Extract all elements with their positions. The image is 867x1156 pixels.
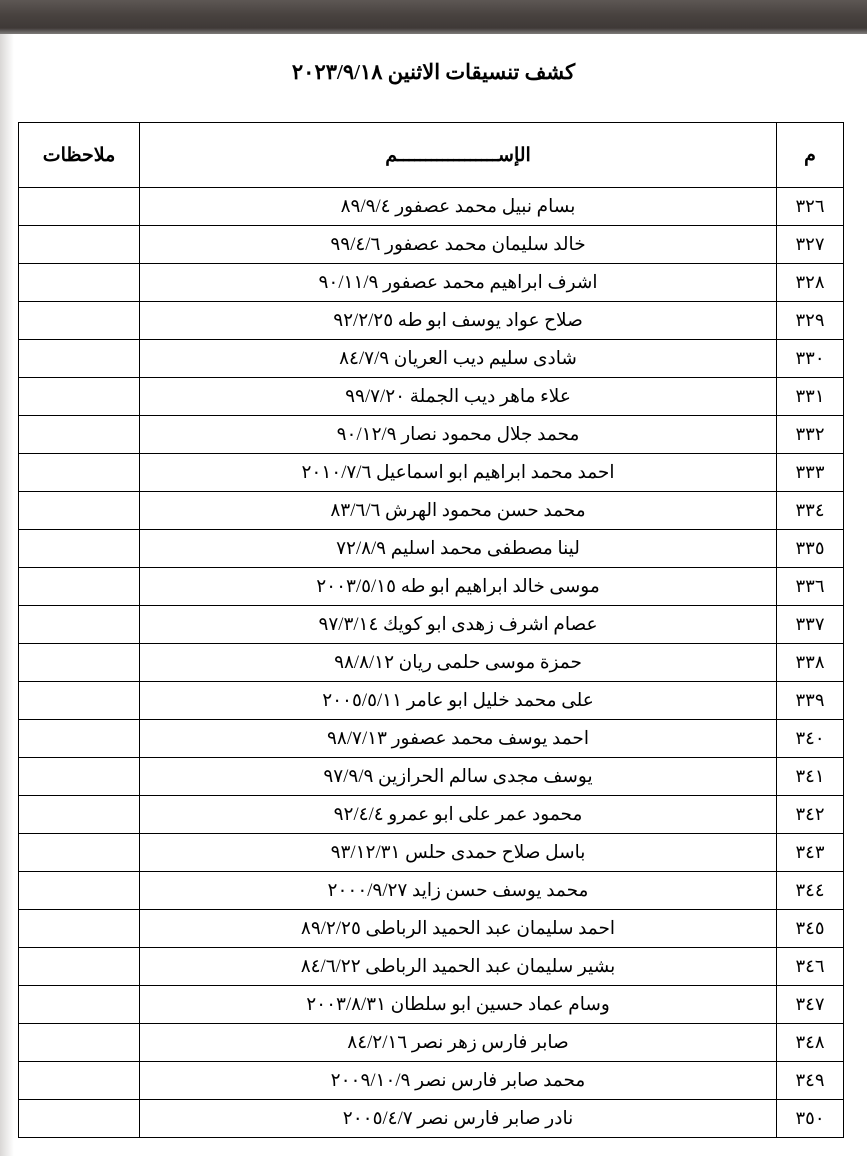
row-name-text: وسام عماد حسين ابو سلطان ٢٠٠٣/٨/٣١ [306,994,610,1015]
table-header [19,123,844,188]
table-row [19,986,844,1024]
row-serial: ٣٣٥ [777,530,844,568]
column-header-name-label: الإســــــــــــــــــم [385,144,531,166]
row-notes [19,302,140,340]
row-serial: ٣٣٣ [777,454,844,492]
row-name [140,758,777,796]
row-serial: ٣٤٦ [777,948,844,986]
row-name-text: على محمد خليل ابو عامر ٢٠٠٥/٥/١١ [322,690,594,711]
row-serial: ٣٢٧ [777,226,844,264]
row-name [140,188,777,226]
table-header-row [19,123,844,188]
row-notes [19,872,140,910]
row-name-text: محمد جلال محمود نصار ٩٠/١٢/٩ [336,424,580,445]
row-notes [19,340,140,378]
row-name [140,378,777,416]
row-notes [19,1100,140,1138]
row-name-text: بسام نبيل محمد عصفور ٨٩/٩/٤ [340,196,576,217]
table-row [19,492,844,530]
row-name-text: نادر صابر فارس نصر ٢٠٠٥/٤/٧ [342,1108,574,1129]
column-header-name [140,123,777,188]
row-name [140,340,777,378]
row-serial: ٣٤٨ [777,1024,844,1062]
row-name [140,948,777,986]
table-row [19,1062,844,1100]
row-name-text: موسى خالد ابراهيم ابو طه ٢٠٠٣/٥/١٥ [316,576,600,597]
table-row [19,1100,844,1138]
row-name [140,568,777,606]
table-row [19,188,844,226]
table-row [19,454,844,492]
row-serial: ٣٤٣ [777,834,844,872]
row-name [140,492,777,530]
row-serial: ٣٤٧ [777,986,844,1024]
row-serial: ٣٣٩ [777,682,844,720]
row-name-text: محمد حسن محمود الهرش ٨٣/٦/٦ [330,500,586,521]
row-name-text: محمود عمر على ابو عمرو ٩٢/٤/٤ [333,804,583,825]
row-notes [19,606,140,644]
row-serial: ٣٣٦ [777,568,844,606]
row-name-text: خالد سليمان محمد عصفور ٩٩/٤/٦ [330,234,586,255]
table-row [19,910,844,948]
row-serial: ٣٢٩ [777,302,844,340]
row-name [140,872,777,910]
row-notes [19,986,140,1024]
row-notes [19,378,140,416]
row-notes [19,264,140,302]
table-row [19,720,844,758]
table-row [19,340,844,378]
table-row [19,796,844,834]
row-name-text: حمزة موسى حلمى ريان ٩٨/٨/١٢ [334,652,582,673]
table-row [19,758,844,796]
row-name-text: يوسف مجدى سالم الحرازين ٩٧/٩/٩ [323,766,593,787]
row-notes [19,226,140,264]
row-name-text: احمد محمد ابراهيم ابو اسماعيل ٢٠١٠/٧/٦ [301,462,615,483]
row-serial: ٣٣٧ [777,606,844,644]
row-notes [19,948,140,986]
table-row [19,1024,844,1062]
row-name-text: صابر فارس زهر نصر ٨٤/٢/١٦ [347,1032,569,1053]
table-body [19,188,844,1138]
table-row [19,530,844,568]
row-serial: ٣٤٠ [777,720,844,758]
row-name [140,606,777,644]
row-notes [19,796,140,834]
row-name [140,910,777,948]
row-name-text: شادى سليم ديب العريان ٨٤/٧/٩ [339,348,577,369]
table-row [19,378,844,416]
row-serial: ٣٥٠ [777,1100,844,1138]
row-notes [19,758,140,796]
page-title: كشف تنسيقات الاثنين ٢٠٢٣/٩/١٨ [291,60,576,84]
page-left-edge-shadow [0,34,14,1156]
table-row [19,568,844,606]
row-notes [19,1024,140,1062]
row-notes [19,416,140,454]
table-row [19,872,844,910]
row-notes [19,454,140,492]
row-name [140,720,777,758]
row-notes [19,568,140,606]
row-name [140,1024,777,1062]
row-name [140,302,777,340]
row-notes [19,682,140,720]
row-name [140,986,777,1024]
row-name [140,682,777,720]
row-name [140,264,777,302]
row-serial: ٣٢٦ [777,188,844,226]
row-name-text: محمد صابر فارس نصر ٢٠٠٩/١٠/٩ [330,1070,586,1091]
coordination-table-wrapper [22,122,844,1138]
row-serial: ٣٤٢ [777,796,844,834]
row-notes [19,492,140,530]
row-name [140,530,777,568]
row-serial: ٣٣١ [777,378,844,416]
row-serial: ٣٤٩ [777,1062,844,1100]
row-name [140,454,777,492]
row-notes [19,720,140,758]
row-name [140,644,777,682]
coordination-table [18,122,844,1138]
row-notes [19,530,140,568]
column-header-serial: م [777,123,844,188]
table-row [19,302,844,340]
row-serial: ٣٤٥ [777,910,844,948]
row-name-text: محمد يوسف حسن زايد ٢٠٠٠/٩/٢٧ [327,880,589,901]
row-name-text: عصام اشرف زهدى ابو كويك ٩٧/٣/١٤ [318,614,598,635]
row-name [140,834,777,872]
table-row [19,682,844,720]
row-name-text: اشرف ابراهيم محمد عصفور ٩٠/١١/٩ [318,272,598,293]
row-notes [19,188,140,226]
row-serial: ٣٣٨ [777,644,844,682]
row-name-text: باسل صلاح حمدى حلس ٩٣/١٢/٣١ [330,842,586,863]
row-name-text: لينا مصطفى محمد اسليم ٧٢/٨/٩ [336,538,580,559]
row-notes [19,910,140,948]
row-notes [19,834,140,872]
row-serial: ٣٣٤ [777,492,844,530]
row-serial: ٣٣٠ [777,340,844,378]
row-name [140,796,777,834]
table-row [19,416,844,454]
row-serial: ٣٢٨ [777,264,844,302]
row-notes [19,1062,140,1100]
row-name-text: احمد سليمان عبد الحميد الرباطى ٨٩/٢/٢٥ [300,918,616,939]
row-name-text: صلاح عواد يوسف ابو طه ٩٢/٢/٢٥ [333,310,583,331]
table-row [19,948,844,986]
row-name [140,226,777,264]
row-name-text: بشير سليمان عبد الحميد الرباطى ٨٤/٦/٢٢ [300,956,616,977]
table-row [19,606,844,644]
scan-top-edge [0,0,867,34]
column-header-notes: ملاحظات [19,123,140,188]
table-row [19,834,844,872]
row-serial: ٣٣٢ [777,416,844,454]
table-row [19,264,844,302]
row-name [140,1100,777,1138]
row-name-text: علاء ماهر ديب الجملة ٩٩/٧/٢٠ [345,386,571,407]
row-name-text: احمد يوسف محمد عصفور ٩٨/٧/١٣ [327,728,589,749]
row-name [140,416,777,454]
table-row [19,644,844,682]
row-name [140,1062,777,1100]
row-notes [19,644,140,682]
row-serial: ٣٤١ [777,758,844,796]
table-row [19,226,844,264]
row-serial: ٣٤٤ [777,872,844,910]
